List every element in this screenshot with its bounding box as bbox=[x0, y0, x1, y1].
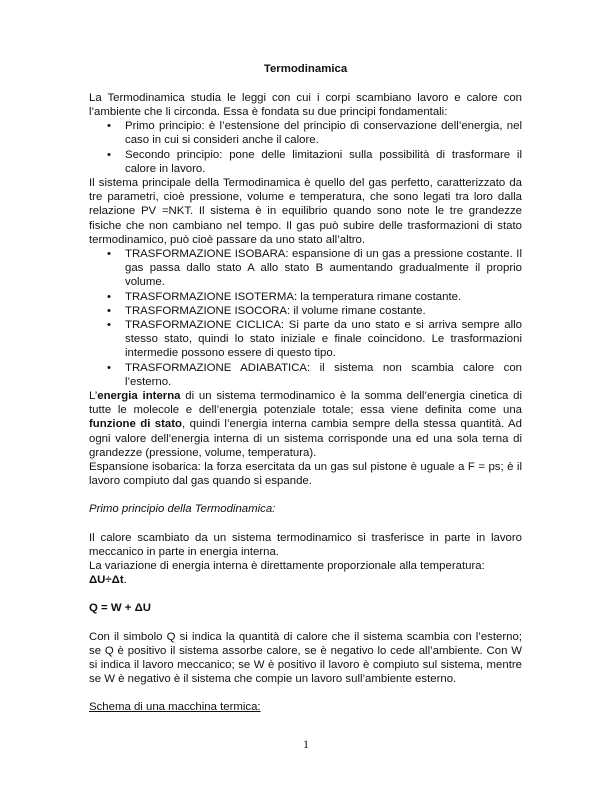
isobaric-expansion-paragraph: Espansione isobarica: la forza esercitata da un gas sul pistone è uguale a F = ps; è il lavoro compiuto dal gas quando si espande. bbox=[89, 460, 522, 488]
document-body bbox=[89, 62, 522, 715]
proportionality-paragraph bbox=[89, 559, 522, 587]
first-law-heading: Primo principio della Termodinamica: bbox=[89, 503, 276, 516]
internal-energy-paragraph bbox=[89, 389, 522, 460]
text-run: La variazione di energia interna è direttamente proporzionale alla temperatura: bbox=[89, 560, 485, 572]
term-internal-energy: energia interna bbox=[97, 389, 181, 402]
list-item: • TRASFORMAZIONE ADIABATICA: il sistema non scambia calore con l’esterno. bbox=[125, 361, 522, 389]
machine-heading: Schema di una macchina termica: bbox=[89, 701, 261, 714]
list-item: • Secondo principio: pone delle limitazioni sulla possibilità di trasformare il calore in lavoro. bbox=[125, 148, 522, 176]
transformations-list bbox=[89, 247, 522, 389]
page-number: 1 bbox=[303, 737, 309, 751]
first-law-paragraph: Il calore scambiato da un sistema termodinamico si trasferisce in parte in lavoro meccanico in parte in energia interna. bbox=[89, 531, 522, 558]
gas-paragraph: Il sistema principale della Termodinamica è quello del gas perfetto, caratterizzato da tre parametri, cioè pressione, volume e temperatura, che sono legati tra loro dalla relazione PV =NKT. Il sistema è in equilibrio quando sono note le tre grandezze fisiche che non cambiano nel tempo. Il gas può subire delle trasformazioni di stato termodinamico, può cioè passare da uno stato all’altro. bbox=[89, 176, 522, 246]
list-item: • TRASFORMAZIONE ISOBARA: espansione di un gas a pressione costante. Il gas passa dallo stato A allo stato B aumentando gradualmente il proprio volume. bbox=[125, 247, 522, 290]
list-item: • TRASFORMAZIONE ISOCORA: il volume rimane costante. bbox=[125, 304, 522, 318]
first-law-formula: Q = W + ΔU bbox=[89, 602, 151, 615]
text-run: . bbox=[123, 574, 127, 587]
text-run: L’ bbox=[89, 389, 98, 402]
principles-list bbox=[89, 119, 522, 176]
text-run: , quindi l’energia interna cambia sempre della stessa quantità. Ad ogni valore dell’energia interna di un sistema corrisponde una ed una sola terna di grandezze (pressione, volume, temperatura). bbox=[89, 418, 522, 459]
symbols-paragraph: Con il simbolo Q si indica la quantità di calore che il sistema scambia con l’esterno; se Q è positivo il sistema assorbe calore, se è negativo lo cede all’ambiente. Con W si indica il lavoro meccanico; se W è positivo il lavoro è compiuto sul sistema, mentre se W è negativo è il sistema che compie un lavoro sull’ambiente esterno. bbox=[89, 630, 522, 686]
list-item: • TRASFORMAZIONE ISOTERMA: la temperatura rimane costante. bbox=[125, 290, 522, 304]
page-title: Termodinamica bbox=[263, 63, 348, 75]
text-run: di un sistema termodinamico è la somma dell’energia cinetica di tutte le molecole e dell’energia potenziale totale; essa viene definita come una bbox=[89, 389, 522, 417]
list-item: • TRASFORMAZIONE CICLICA: Si parte da uno stato e si arriva sempre allo stesso stato, quindi lo stato iniziale e finale coincidono. Le trasformazioni intermedie possono essere di questo tipo. bbox=[125, 318, 522, 361]
intro-paragraph: La Termodinamica studia le leggi con cui i corpi scambiano lavoro e calore con l’ambiente che li circonda. Essa è fondata su due principi fondamentali: bbox=[89, 91, 522, 118]
list-item: • Primo principio: è l’estensione del principio di conservazione dell’energia, nel caso in cui si consideri anche il calore. bbox=[125, 119, 522, 147]
term-state-function: funzione di stato bbox=[89, 418, 183, 431]
proportionality-formula: ΔU÷Δt bbox=[89, 574, 124, 587]
